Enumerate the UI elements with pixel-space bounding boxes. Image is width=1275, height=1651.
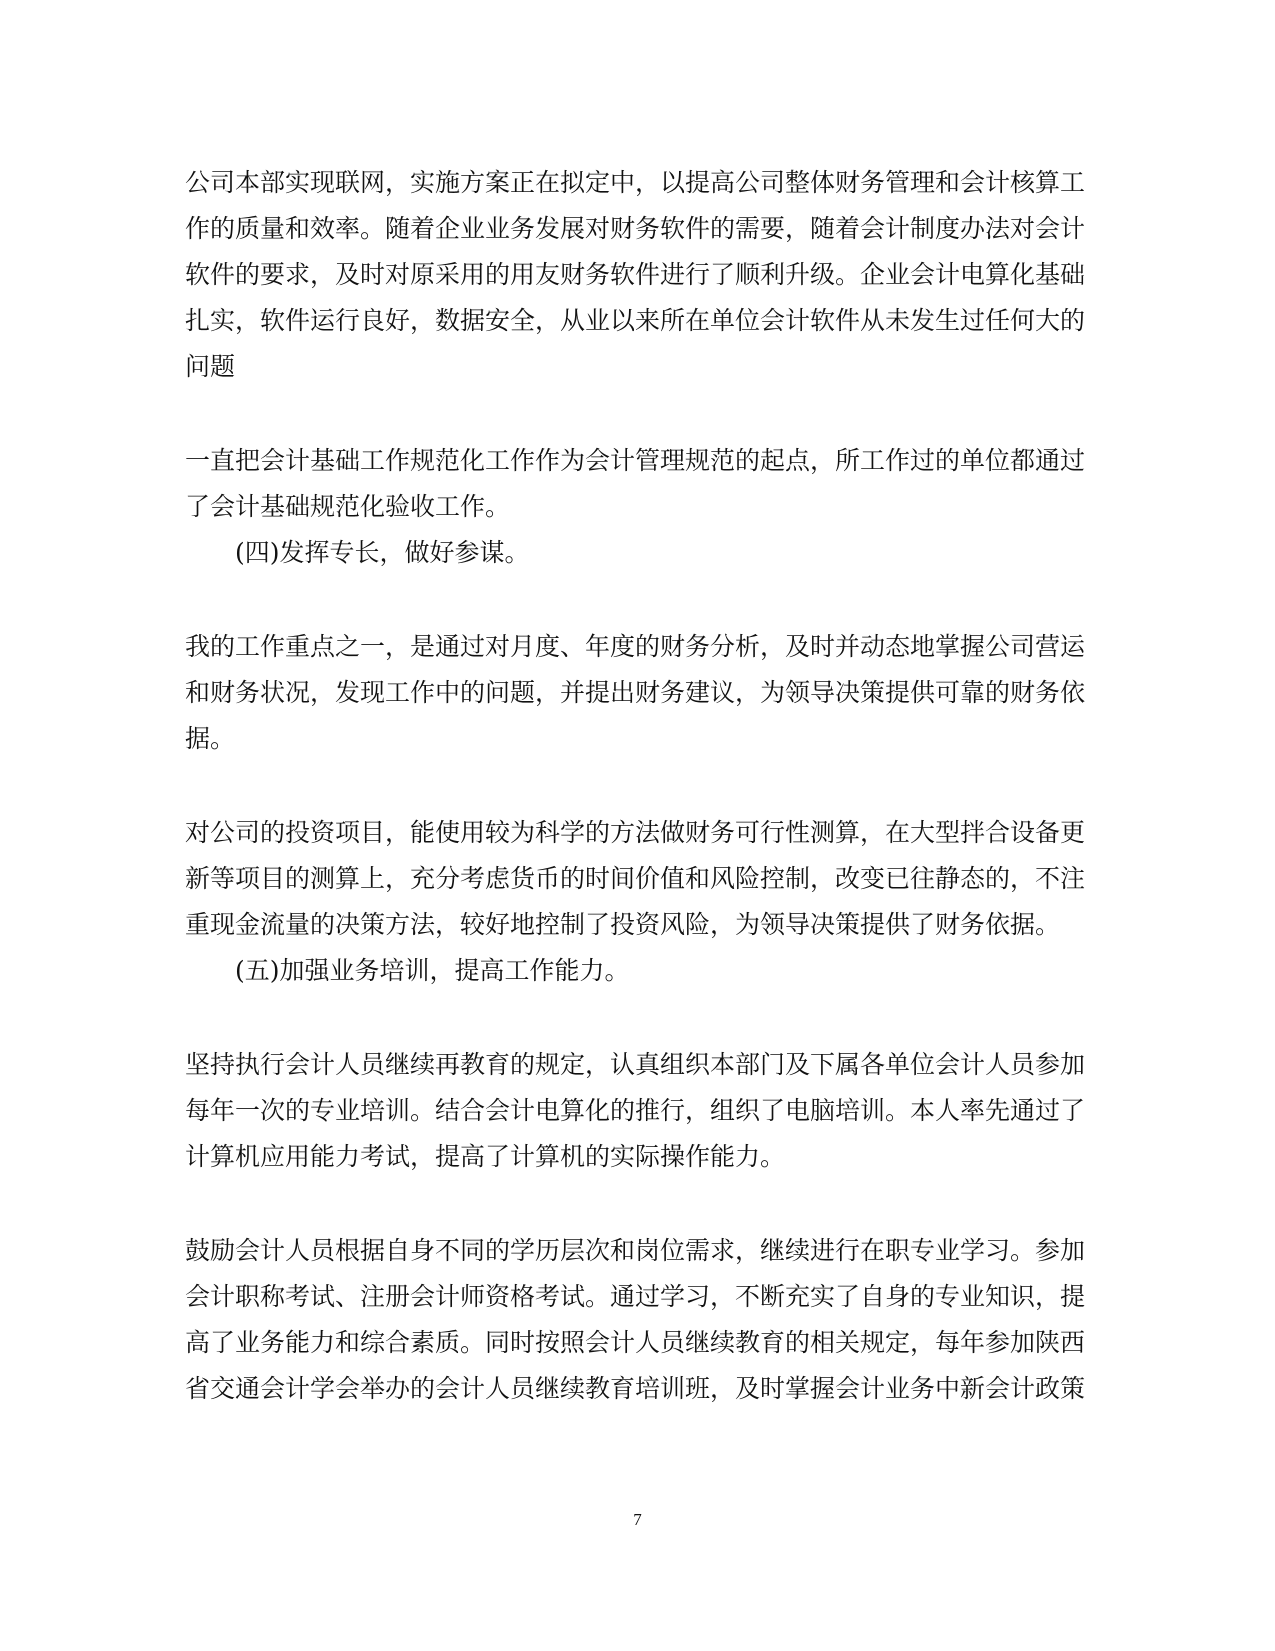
paragraph-training: 坚持执行会计人员继续再教育的规定，认真组织本部门及下属各单位会计人员参加每年一次的专业培训。结合会计电算化的推行，组织了电脑培训。本人率先通过了计算机应用能力考试，提高了计算机的实际操作能力。 bbox=[185, 1050, 1086, 1171]
paragraph-investment: 对公司的投资项目，能使用较为科学的方法做财务可行性测算，在大型拌合设备更新等项目的测算上，充分考虑货币的时间价值和风险控制，改变已往静态的，不注重现金流量的决策方法，较好地控制了投资风险，为领导决策提供了财务依据。 bbox=[185, 818, 1086, 939]
section-heading-5: (五)加强业务培训，提高工作能力。 bbox=[235, 956, 630, 985]
paragraph-basic-work: 一直把会计基础工作规范化工作作为会计管理规范的起点，所工作过的单位都通过了会计基础规范化验收工作。 bbox=[185, 446, 1086, 521]
page-number: 7 bbox=[633, 1510, 642, 1529]
document-body bbox=[185, 160, 1085, 1412]
paragraph-network: 公司本部实现联网，实施方案正在拟定中，以提高公司整体财务管理和会计核算工作的质量和效率。随着企业业务发展对财务软件的需要，随着会计制度办法对会计软件的要求，及时对原采用的用友财务软件进行了顺利升级。企业会计电算化基础扎实，软件运行良好，数据安全，从业以来所在单位会计软件从未发生过任何大的问题 bbox=[185, 168, 1086, 381]
paragraph-study: 鼓励会计人员根据自身不同的学历层次和岗位需求，继续进行在职专业学习。参加会计职称考试、注册会计师资格考试。通过学习，不断充实了自身的专业知识，提高了业务能力和综合素质。同时按照会计人员继续教育的相关规定，每年参加陕西省交通会计学会举办的会计人员继续教育培训班，及时掌握会计业务中新会计政策 bbox=[185, 1236, 1086, 1403]
section-heading-4: (四)发挥专长，做好参谋。 bbox=[235, 538, 530, 567]
paragraph-analysis: 我的工作重点之一，是通过对月度、年度的财务分析，及时并动态地掌握公司营运和财务状况，发现工作中的问题，并提出财务建议，为领导决策提供可靠的财务依据。 bbox=[185, 632, 1086, 753]
